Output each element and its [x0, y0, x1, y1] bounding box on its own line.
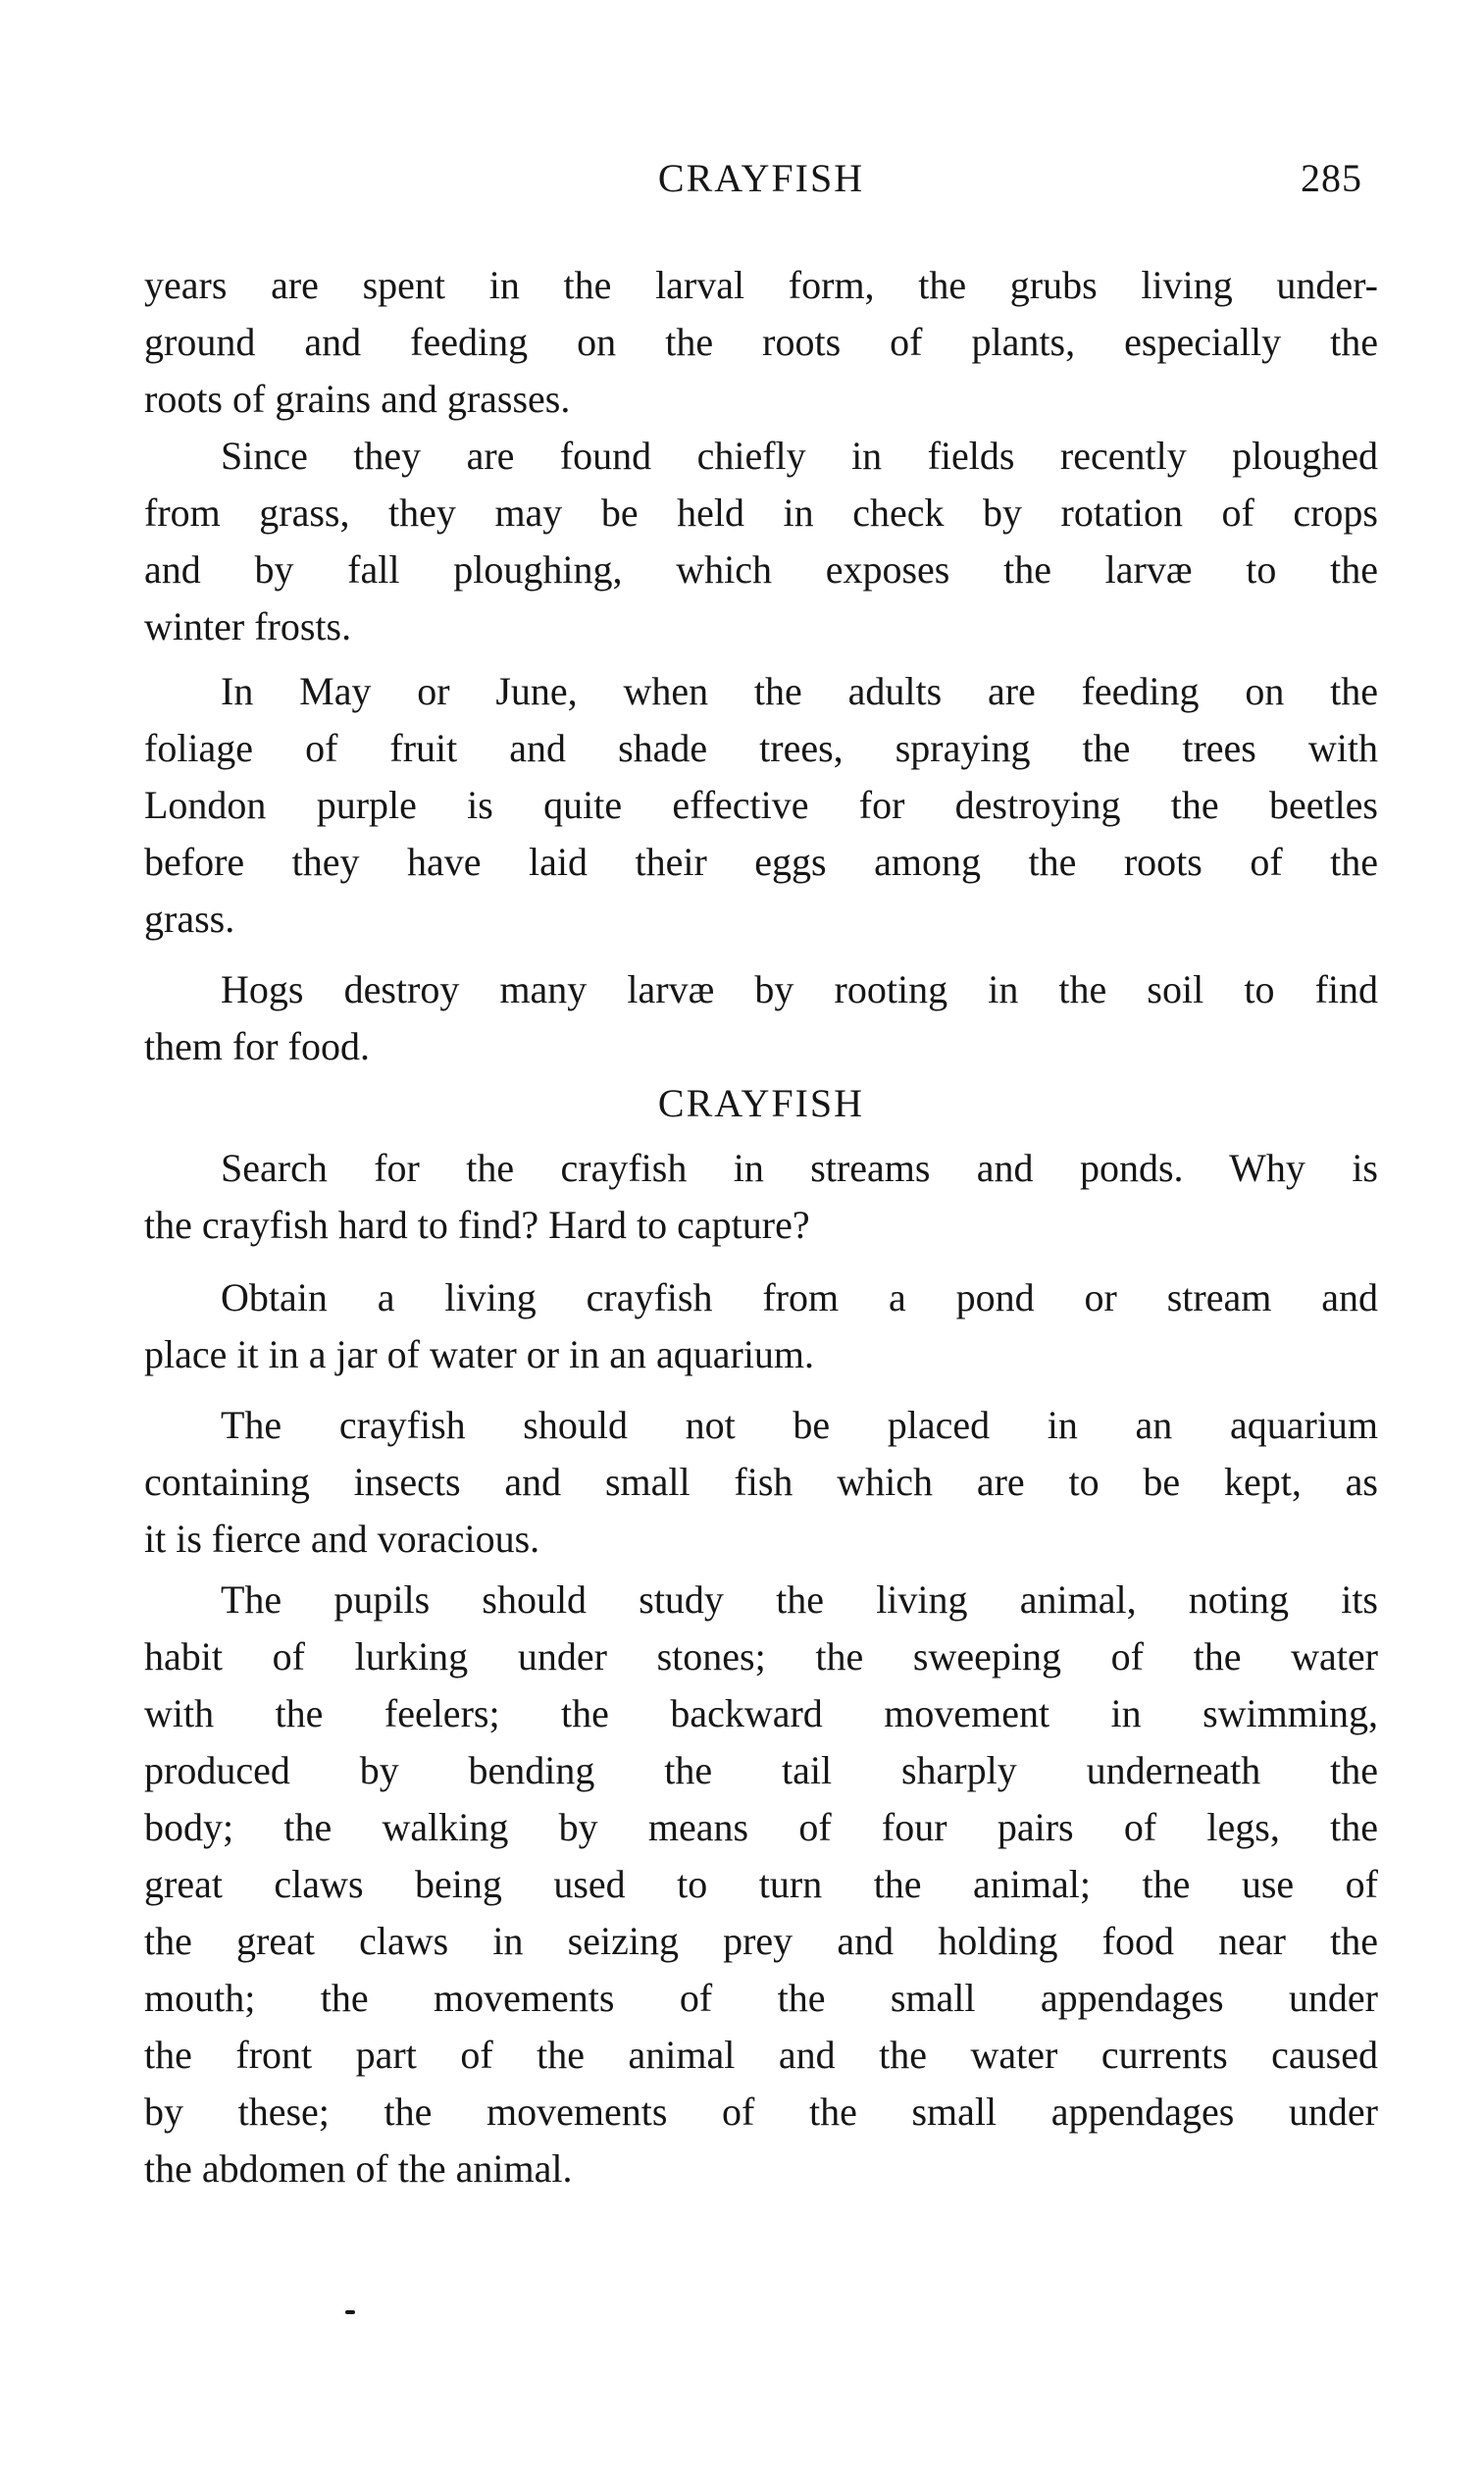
- text-line: roots of grains and grasses.: [144, 377, 571, 421]
- paragraph: [144, 1397, 1378, 1568]
- text-line: In May or June, when the adults are feeding on the: [221, 669, 1378, 713]
- text-line: London purple is quite effective for destroying the beetles: [144, 783, 1378, 827]
- text-line: by these; the movements of the small appendages under: [144, 2090, 1378, 2134]
- paragraph: [144, 663, 1378, 948]
- text-line: grass.: [144, 897, 235, 941]
- paragraph: [144, 1140, 1378, 1254]
- text-line: produced by bending the tail sharply underneath the: [144, 1748, 1378, 1792]
- text-line: great claws being used to turn the animal; the use of: [144, 1862, 1378, 1906]
- running-head: [144, 155, 1378, 200]
- text-line: the great claws in seizing prey and holding food near the: [144, 1919, 1378, 1963]
- page-number: 285: [1301, 156, 1362, 200]
- text-line: years are spent in the larval form, the grubs living under-: [144, 263, 1378, 307]
- text-line: the abdomen of the animal.: [144, 2146, 573, 2191]
- text-line: Since they are found chiefly in fields recently ploughed: [221, 434, 1378, 478]
- body-text: [144, 257, 1378, 2197]
- text-line: with the feelers; the backward movement in swimming,: [144, 1691, 1378, 1735]
- section-heading: CRAYFISH: [657, 1081, 865, 1125]
- text-line: them for food.: [144, 1024, 370, 1068]
- text-line: Search for the crayfish in streams and ponds. Why is: [221, 1146, 1378, 1190]
- text-line: body; the walking by means of four pairs of legs, the: [144, 1805, 1378, 1849]
- paragraph: [144, 1572, 1378, 2197]
- text-line: Hogs destroy many larvæ by rooting in the soil to find: [221, 967, 1378, 1011]
- text-line: The crayfish should not be placed in an aquarium: [221, 1403, 1378, 1447]
- text-line: containing insects and small fish which are to be kept, as: [144, 1460, 1378, 1504]
- paragraph: [144, 428, 1378, 655]
- text-line: before they have laid their eggs among the roots of the: [144, 840, 1378, 884]
- text-line: foliage of fruit and shade trees, spraying the trees with: [144, 726, 1378, 770]
- text-line: and by fall ploughing, which exposes the larvæ to the: [144, 547, 1378, 592]
- text-line: ground and feeding on the roots of plants, especially the: [144, 320, 1378, 364]
- running-head-title: CRAYFISH: [657, 156, 865, 200]
- text-line: it is fierce and voracious.: [144, 1517, 540, 1561]
- text-line: mouth; the movements of the small appendages under: [144, 1976, 1378, 2020]
- ink-speck: [345, 2310, 355, 2314]
- text-line: Obtain a living crayfish from a pond or stream and: [221, 1275, 1378, 1319]
- paragraph: [144, 961, 1378, 1075]
- text-line: winter frosts.: [144, 604, 352, 648]
- text-line: the front part of the animal and the water currents caused: [144, 2033, 1378, 2077]
- text-line: The pupils should study the living animal, noting its: [221, 1577, 1378, 1622]
- text-line: habit of lurking under stones; the sweeping of the water: [144, 1634, 1378, 1678]
- text-line: from grass, they may be held in check by rotation of crops: [144, 491, 1378, 535]
- text-line: the crayfish hard to find? Hard to capture?: [144, 1203, 810, 1247]
- paragraph: [144, 1269, 1378, 1383]
- paragraph: [144, 257, 1378, 428]
- text-line: place it in a jar of water or in an aquarium.: [144, 1332, 815, 1376]
